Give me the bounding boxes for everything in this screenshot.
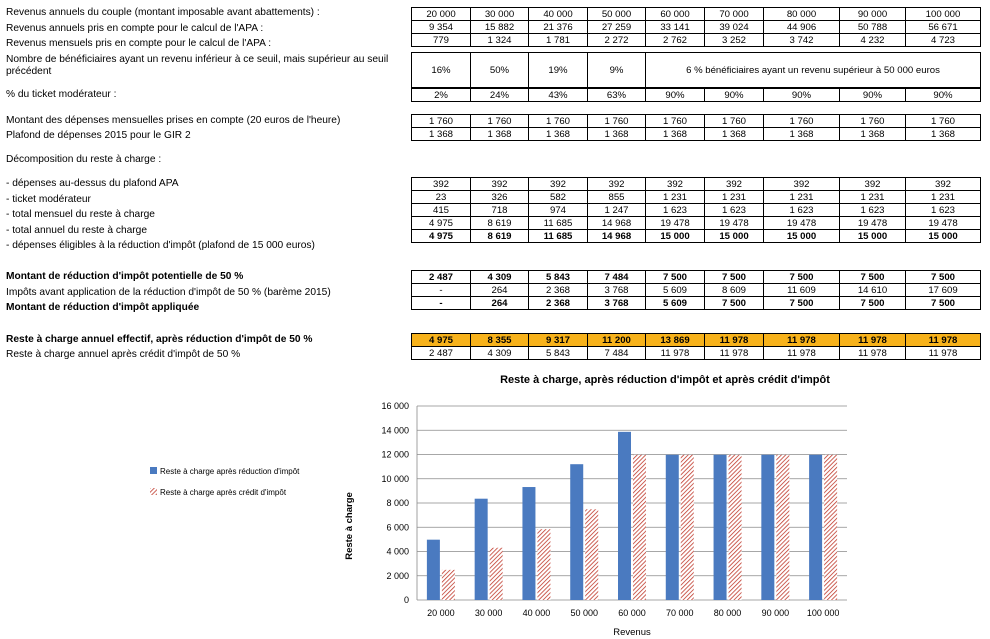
table-cell: 39 024 [705,21,764,34]
table-cell: 392 [764,178,840,191]
table-cell: 15 000 [646,230,705,243]
label-plafond: Plafond de dépenses 2015 pour le GIR 2 [6,130,191,141]
table-cell: 2 762 [646,34,705,47]
bar-credit [729,455,742,600]
table-cell: 2% [412,89,471,102]
table-row [412,284,981,297]
table-cell: 11 978 [906,334,981,347]
table-cell: 19 478 [646,217,705,230]
table-cell: 7 500 [646,271,705,284]
label-nb-beneficiaires: Nombre de bénéficiaires ayant un revenu inférieur à ce seuil, mais supérieur au seuil précédent [6,54,389,77]
table-cell: 7 500 [764,271,840,284]
legend-swatch-credit [150,488,157,495]
table-beneficiaires [411,52,981,88]
table-cell: 718 [471,204,529,217]
table-cell: 1 760 [705,115,764,128]
table-cell: 5 843 [529,271,588,284]
table-row [412,21,981,34]
bar-reduction [570,464,583,600]
table-cell: 1 231 [840,191,906,204]
table-cell: 7 500 [906,297,981,310]
table-cell: 3 252 [705,34,764,47]
table-cell: 14 968 [588,230,646,243]
table-row [412,297,981,310]
x-tick-label: 40 000 [522,608,551,618]
table-row [412,230,981,243]
y-tick-label: 0 [403,595,409,605]
table-cell: 1 231 [705,191,764,204]
table-cell: 15 882 [471,21,529,34]
x-tick-label: 80 000 [713,608,742,618]
table-cell: 1 760 [646,115,705,128]
table-cell: 855 [588,191,646,204]
table-cell: 5 609 [646,284,705,297]
table-row [412,217,981,230]
table-cell: 1 760 [529,115,588,128]
table-cell: 1 760 [471,115,529,128]
bar-reduction [714,455,727,600]
table-cell: 30 000 [471,8,529,21]
bar-reduction [618,432,631,600]
table-cell: 4 723 [906,34,981,47]
table-cell: 3 768 [588,297,646,310]
table-cell: 1 368 [764,128,840,141]
bar-credit [442,570,455,600]
table-cell-note: 6 % bénéficiaires ayant un revenu supérieur à 50 000 euros [646,53,981,88]
table-cell: 19% [529,53,588,88]
label-revenus-annuels: Revenus annuels du couple (montant imposable avant abattements) : [6,7,320,18]
table-cell: 70 000 [705,8,764,21]
table-cell: 1 760 [412,115,471,128]
table-reduction [411,270,981,310]
table-cell: 1 623 [840,204,906,217]
table-row [412,89,981,102]
table-cell: 20 000 [412,8,471,21]
table-cell: 4 975 [412,334,471,347]
label-impots-avant: Impôts avant application de la réduction d'impôt de 50 % (barème 2015) [6,287,331,298]
table-cell: 50 000 [588,8,646,21]
bar-reduction [475,499,488,600]
bar-reduction [522,487,535,600]
table-cell: 15 000 [840,230,906,243]
table-cell: 23 [412,191,471,204]
table-row [412,178,981,191]
table-ticket [411,88,981,102]
table-cell: 1 324 [471,34,529,47]
table-cell: 1 368 [906,128,981,141]
y-tick-label: 8 000 [386,498,409,508]
y-tick-label: 16 000 [381,401,409,411]
table-cell: 19 478 [705,217,764,230]
bar-chart [0,366,990,639]
table-cell: 8 619 [471,217,529,230]
table-cell: 90% [840,89,906,102]
label-revenus-apa: Revenus annuels pris en compte pour le calcul de l'APA : [6,23,264,34]
label-revenus-mensuels: Revenus mensuels pris en compte pour le calcul de l'APA : [6,38,272,49]
bar-reduction [427,540,440,600]
table-cell: 392 [471,178,529,191]
table-cell: 5 843 [529,347,588,360]
table-cell: 1 368 [646,128,705,141]
table-row [412,347,981,360]
table-row [412,271,981,284]
table-cell: 60 000 [646,8,705,21]
label-ticket-mod: - ticket modérateur [6,194,91,205]
table-cell: 779 [412,34,471,47]
table-cell: 7 484 [588,271,646,284]
bar-credit [537,529,550,600]
table-cell: 3 742 [764,34,840,47]
table-row [412,8,981,21]
table-cell: 2 368 [529,284,588,297]
label-reste-credit: Reste à charge annuel après crédit d'impôt de 50 % [6,349,241,360]
table-cell: 14 610 [840,284,906,297]
table-cell: 9 317 [529,334,588,347]
label-decomposition: Décomposition du reste à charge : [6,154,162,165]
table-cell: 11 978 [764,334,840,347]
label-montant-reduction: Montant de réduction d'impôt potentielle de 50 % [6,271,244,282]
table-cell: 8 355 [471,334,529,347]
table-cell: - [412,297,471,310]
table-cell: 1 781 [529,34,588,47]
label-dep-dessus: - dépenses au-dessus du plafond APA [6,178,179,189]
x-tick-label: 100 000 [806,608,840,618]
table-cell: 11 200 [588,334,646,347]
table-cell: 90% [764,89,840,102]
table-cell: 11 978 [906,347,981,360]
table-cell: 2 272 [588,34,646,47]
table-cell: 1 368 [705,128,764,141]
label-montant-applique: Montant de réduction d'impôt appliquée [6,302,200,313]
chart-title: Reste à charge, après réduction d'impôt et après crédit d'impôt [500,374,830,386]
table-cell: 9 354 [412,21,471,34]
table-cell: 11 978 [705,347,764,360]
table-cell: 15 000 [764,230,840,243]
table-cell: 2 487 [412,347,471,360]
table-cell: 8 619 [471,230,529,243]
table-cell: 392 [588,178,646,191]
table-cell: 1 247 [588,204,646,217]
table-cell: 392 [906,178,981,191]
table-cell: 264 [471,284,529,297]
table-cell: 415 [412,204,471,217]
table-decomposition [411,177,981,243]
table-cell: 11 685 [529,217,588,230]
table-cell: 1 760 [840,115,906,128]
table-cell: 8 609 [705,284,764,297]
table-cell: 50% [471,53,529,88]
bar-reduction [809,455,822,600]
table-cell: 4 975 [412,230,471,243]
table-cell: 4 975 [412,217,471,230]
bar-credit [633,455,646,600]
table-row [412,204,981,217]
x-tick-label: 50 000 [570,608,598,618]
table-cell: 17 609 [906,284,981,297]
label-ticket-moderateur: % du ticket modérateur : [6,89,117,100]
legend-label-credit: Reste à charge après crédit d'impôt [160,488,287,497]
table-cell: 9% [588,53,646,88]
table-cell: 90 000 [840,8,906,21]
table-cell: 80 000 [764,8,840,21]
table-cell: 2 487 [412,271,471,284]
table-cell: 1 760 [764,115,840,128]
x-tick-label: 30 000 [474,608,503,618]
table-cell: 1 368 [529,128,588,141]
table-cell: 1 760 [906,115,981,128]
table-row [412,191,981,204]
table-cell: 1 623 [646,204,705,217]
table-cell: 7 500 [764,297,840,310]
table-cell: 1 368 [471,128,529,141]
table-cell: 33 141 [646,21,705,34]
label-total-mensuel: - total mensuel du reste à charge [6,209,155,220]
table-cell: 1 623 [906,204,981,217]
bar-credit [585,509,598,600]
table-cell: 56 671 [906,21,981,34]
table-cell: 90% [705,89,764,102]
bar-credit [681,455,694,600]
table-cell: 974 [529,204,588,217]
table-cell: 19 478 [840,217,906,230]
table-cell: 19 478 [906,217,981,230]
table-cell: 1 368 [840,128,906,141]
table-cell: 27 259 [588,21,646,34]
table-cell: 11 978 [705,334,764,347]
table-cell: 392 [529,178,588,191]
table-cell: 7 500 [906,271,981,284]
table-cell: 1 231 [764,191,840,204]
table-reste [411,333,981,360]
table-cell: 14 968 [588,217,646,230]
table-cell: 2 368 [529,297,588,310]
table-cell: 4 309 [471,271,529,284]
table-cell: 392 [412,178,471,191]
y-tick-label: 6 000 [386,522,409,533]
table-cell: 19 478 [764,217,840,230]
table-cell: 582 [529,191,588,204]
table-cell: 11 978 [840,347,906,360]
bar-reduction [761,455,774,600]
table-cell: 392 [840,178,906,191]
y-tick-label: 14 000 [381,425,409,436]
x-tick-label: 70 000 [666,608,694,618]
x-tick-label: 90 000 [761,608,790,618]
label-total-annuel: - total annuel du reste à charge [6,225,148,236]
table-cell: 392 [705,178,764,191]
bar-credit [490,548,503,600]
table-cell: 264 [471,297,529,310]
table-cell: 24% [471,89,529,102]
label-dep-eligibles: - dépenses éligibles à la réduction d'impôt (plafond de 15 000 euros) [6,240,315,251]
y-axis-label: Reste à charge [344,492,355,560]
table-cell: 7 484 [588,347,646,360]
y-tick-label: 2 000 [386,570,409,581]
table-cell: 11 978 [646,347,705,360]
table-row [412,334,981,347]
table-row [412,115,981,128]
table-cell: 100 000 [906,8,981,21]
bar-credit [776,455,789,600]
table-cell: 44 906 [764,21,840,34]
table-cell: 1 368 [412,128,471,141]
table-cell: 21 376 [529,21,588,34]
table-cell: 1 760 [588,115,646,128]
table-cell: 15 000 [906,230,981,243]
table-cell: 7 500 [705,271,764,284]
table-cell: 11 609 [764,284,840,297]
table-cell: 40 000 [529,8,588,21]
table-cell: 7 500 [840,297,906,310]
table-row [412,128,981,141]
table-cell: 7 500 [705,297,764,310]
table-depenses [411,114,981,141]
table-cell: 90% [646,89,705,102]
y-tick-label: 12 000 [381,449,409,460]
label-reste-reduction: Reste à charge annuel effectif, après réduction d'impôt de 50 % [6,334,313,345]
table-cell: 326 [471,191,529,204]
table-cell: 5 609 [646,297,705,310]
x-axis-label: Revenus [613,627,651,638]
table-cell: 7 500 [840,271,906,284]
table-cell: 15 000 [705,230,764,243]
table-cell: 90% [906,89,981,102]
table-cell: 43% [529,89,588,102]
table-cell: 1 623 [764,204,840,217]
legend-swatch-reduction [150,467,157,474]
table-cell: 1 231 [906,191,981,204]
bar-reduction [666,455,679,600]
table-cell: 13 869 [646,334,705,347]
table-cell: 4 232 [840,34,906,47]
y-tick-label: 4 000 [386,546,409,557]
table-cell: 4 309 [471,347,529,360]
table-cell: 50 788 [840,21,906,34]
bar-credit [824,455,837,600]
legend-label-reduction: Reste à charge après réduction d'impôt [160,467,300,476]
label-depenses: Montant des dépenses mensuelles prises en compte (20 euros de l'heure) [6,115,341,126]
table-cell: 392 [646,178,705,191]
table-revenus [411,7,981,47]
table-cell: 3 768 [588,284,646,297]
table-row [412,53,981,88]
table-cell: 11 978 [764,347,840,360]
table-cell: 11 685 [529,230,588,243]
table-cell: - [412,284,471,297]
table-cell: 1 231 [646,191,705,204]
x-tick-label: 20 000 [427,608,455,618]
table-cell: 1 368 [588,128,646,141]
y-tick-label: 10 000 [381,473,409,484]
table-cell: 16% [412,53,471,88]
table-row [412,34,981,47]
x-tick-label: 60 000 [618,608,646,618]
table-cell: 63% [588,89,646,102]
table-cell: 11 978 [840,334,906,347]
table-cell: 1 623 [705,204,764,217]
